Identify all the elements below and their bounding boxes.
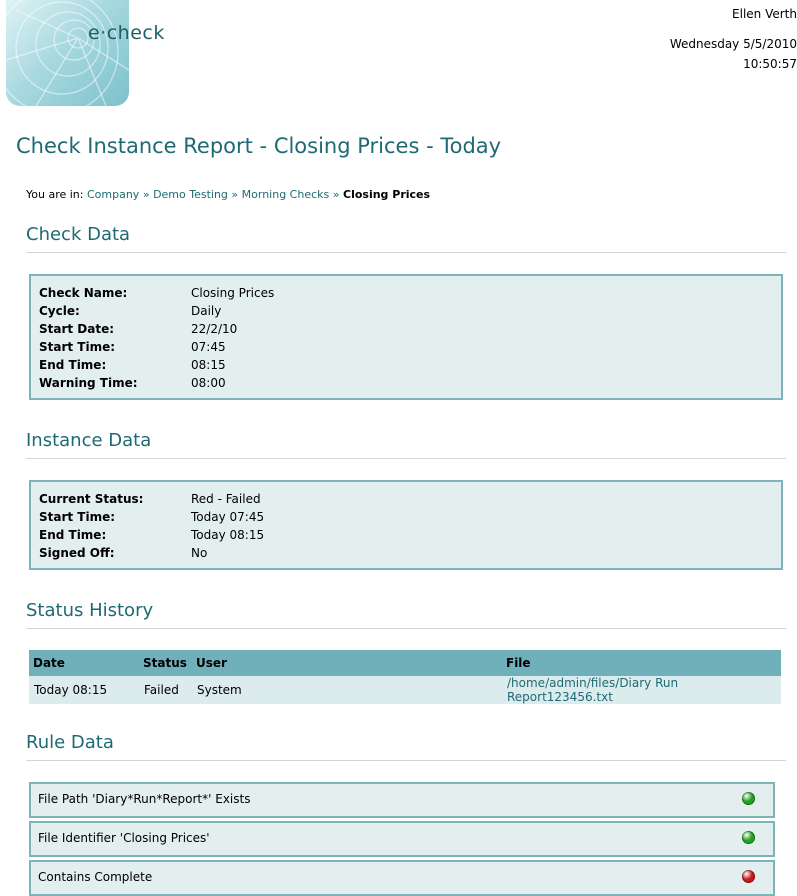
column-header-file: File	[502, 650, 781, 676]
field-label: Start Time:	[39, 340, 116, 354]
history-user: System	[192, 676, 502, 704]
breadcrumb	[26, 188, 430, 201]
check-data-panel	[29, 274, 783, 400]
column-header-user: User	[192, 650, 502, 676]
rule-row	[29, 860, 775, 896]
check-data-row	[39, 320, 274, 338]
column-header-date: Date	[29, 650, 139, 676]
status-green-icon	[742, 831, 755, 844]
breadcrumb-separator: »	[231, 188, 239, 201]
check-data-list	[39, 284, 274, 392]
rule-label: Contains Complete	[38, 870, 153, 884]
instance-data-heading: Instance Data	[26, 430, 786, 459]
rule-label: File Path 'Diary*Run*Report*' Exists	[38, 792, 251, 806]
field-label: Signed Off:	[39, 546, 115, 560]
instance-data-list	[39, 490, 264, 562]
field-label: Warning Time:	[39, 376, 138, 390]
rule-label: File Identifier 'Closing Prices'	[38, 831, 210, 845]
field-value: Closing Prices	[191, 286, 275, 300]
status-red-icon	[742, 870, 755, 883]
breadcrumb-separator: »	[142, 188, 150, 201]
field-value: 22/2/10	[191, 322, 238, 336]
field-label: End Time:	[39, 358, 107, 372]
current-date: Wednesday 5/5/2010	[669, 37, 797, 51]
nautilus-shell-icon	[6, 0, 129, 106]
field-label: Start Time:	[39, 510, 116, 524]
field-value: 07:45	[191, 340, 226, 354]
field-value: 08:00	[191, 376, 226, 390]
user-name: Ellen Verth	[732, 7, 797, 21]
history-date: Today 08:15	[29, 676, 139, 704]
field-label: Check Name:	[39, 286, 128, 300]
check-data-row	[39, 338, 274, 356]
breadcrumb-separator: »	[332, 188, 340, 201]
field-label: Start Date:	[39, 322, 115, 336]
user-info	[591, 4, 797, 74]
instance-data-row	[39, 508, 264, 526]
field-label: Current Status:	[39, 492, 144, 506]
logo-text: e·check	[88, 22, 165, 44]
status-history-table	[29, 650, 781, 704]
rule-data-heading: Rule Data	[26, 732, 786, 761]
breadcrumb-current: Closing Prices	[343, 188, 431, 201]
field-value: Today 08:15	[191, 528, 265, 542]
field-value: 08:15	[191, 358, 226, 372]
check-data-row	[39, 302, 274, 320]
field-label: Cycle:	[39, 304, 80, 318]
field-value: Daily	[191, 304, 222, 318]
check-data-row	[39, 284, 274, 302]
check-data-heading: Check Data	[26, 224, 786, 253]
breadcrumb-link-company[interactable]: Company	[86, 188, 140, 201]
instance-data-row	[39, 490, 264, 508]
rule-row	[29, 821, 775, 857]
instance-data-row	[39, 526, 264, 544]
field-value: Today 07:45	[191, 510, 265, 524]
instance-data-panel	[29, 480, 783, 570]
breadcrumb-link-morning-checks[interactable]: Morning Checks	[241, 188, 330, 201]
field-value: No	[191, 546, 208, 560]
rule-row	[29, 782, 775, 818]
logo	[6, 0, 165, 106]
breadcrumb-link-demo-testing[interactable]: Demo Testing	[153, 188, 228, 201]
current-time: 10:50:57	[743, 57, 797, 71]
table-header-row	[29, 650, 781, 676]
status-history-heading: Status History	[26, 600, 786, 629]
instance-data-row	[39, 544, 264, 562]
breadcrumb-prefix: You are in:	[26, 188, 84, 201]
check-data-row	[39, 356, 274, 374]
history-status: Failed	[139, 676, 192, 704]
field-value: Red - Failed	[191, 492, 261, 506]
field-label: End Time:	[39, 528, 107, 542]
table-row	[29, 676, 781, 704]
check-data-row	[39, 374, 274, 392]
status-green-icon	[742, 792, 755, 805]
column-header-status: Status	[139, 650, 192, 676]
history-file-link[interactable]: /home/admin/files/Diary Run Report123456.txt	[507, 676, 679, 704]
page-title: Check Instance Report - Closing Prices - Today	[16, 134, 502, 158]
